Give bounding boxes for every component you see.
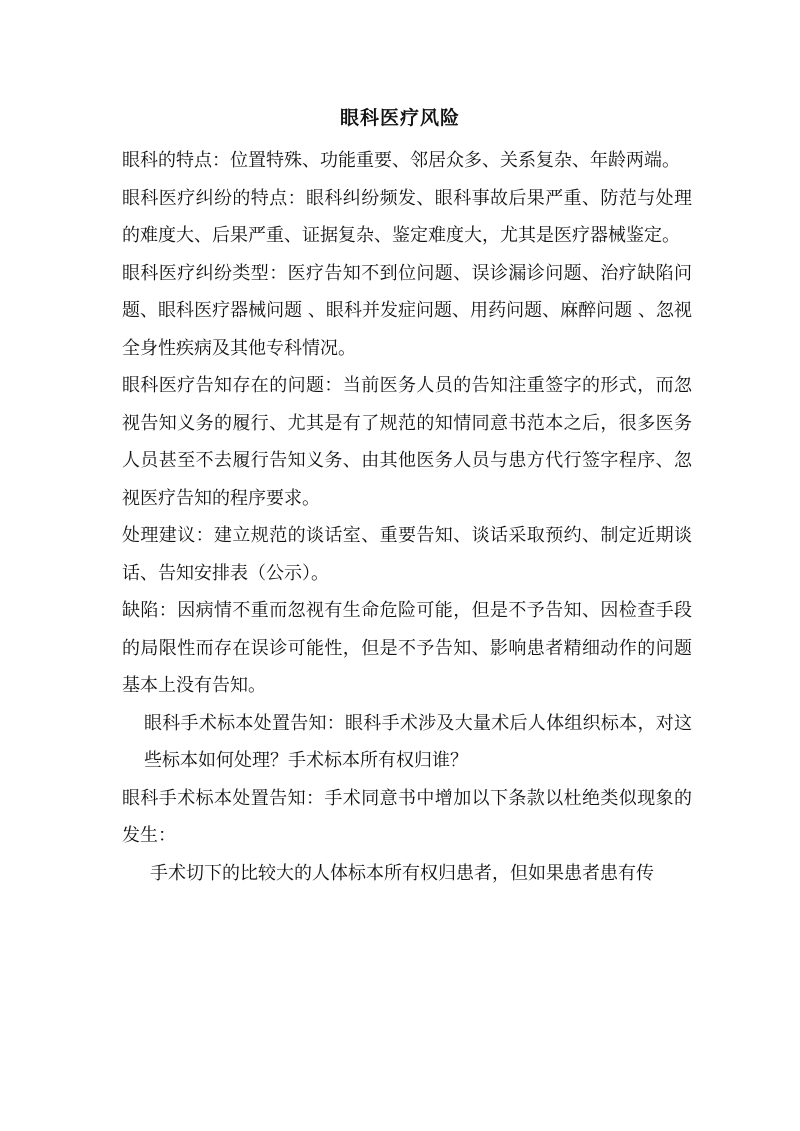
paragraph-handling-suggestions: 处理建议：建立规范的谈话室、重要告知、谈话采取预约、制定近期谈话、告知安排表（公示）。 [122, 525, 692, 584]
paragraph-dispute-types: 眼科医疗纠纷类型：医疗告知不到位问题、误诊漏诊问题、治疗缺陷问题、眼科医疗器械问题 、眼科并发症问题、用药问题、麻醉问题 、忽视全身性疾病及其他专科情况。 [122, 262, 692, 359]
paragraph-eye-department-features: 眼科的特点：位置特殊、功能重要、邻居众多、关系复杂、年龄两端。 [122, 150, 680, 171]
paragraph-notification-problems: 眼科医疗告知存在的问题：当前医务人员的告知注重签字的形式，而忽视告知义务的履行、尤其是有了规范的知情同意书范本之后，很多医务人员甚至不去履行告知义务、由其他医务人员与患方代行签字程序、忽视医疗告知的程序要求。 [122, 375, 692, 509]
paragraph-specimen-clause: 眼科手术标本处置告知：手术同意书中增加以下条款以杜绝类似现象的发生： [122, 787, 692, 846]
paragraph-dispute-features: 眼科医疗纠纷的特点：眼科纠纷频发、眼科事故后果严重、防范与处理的难度大、后果严重、证据复杂、鉴定难度大，尤其是医疗器械鉴定。 [122, 187, 692, 246]
paragraph-specimen-question: 眼科手术标本处置告知：眼科手术涉及大量术后人体组织标本，对这些标本如何处理？手术标本所有权归谁？ [144, 712, 692, 771]
paragraph-specimen-ownership: 手术切下的比较大的人体标本所有权归患者，但如果患者患有传 [150, 862, 654, 884]
paragraph-defects: 缺陷：因病情不重而忽视有生命危险可能，但是不予告知、因检查手段的局限性而存在误诊可能性，但是不予告知、影响患者精细动作的问题基本上没有告知。 [122, 600, 692, 696]
page-title: 眼科医疗风险 [339, 107, 460, 129]
document-body [122, 142, 692, 892]
